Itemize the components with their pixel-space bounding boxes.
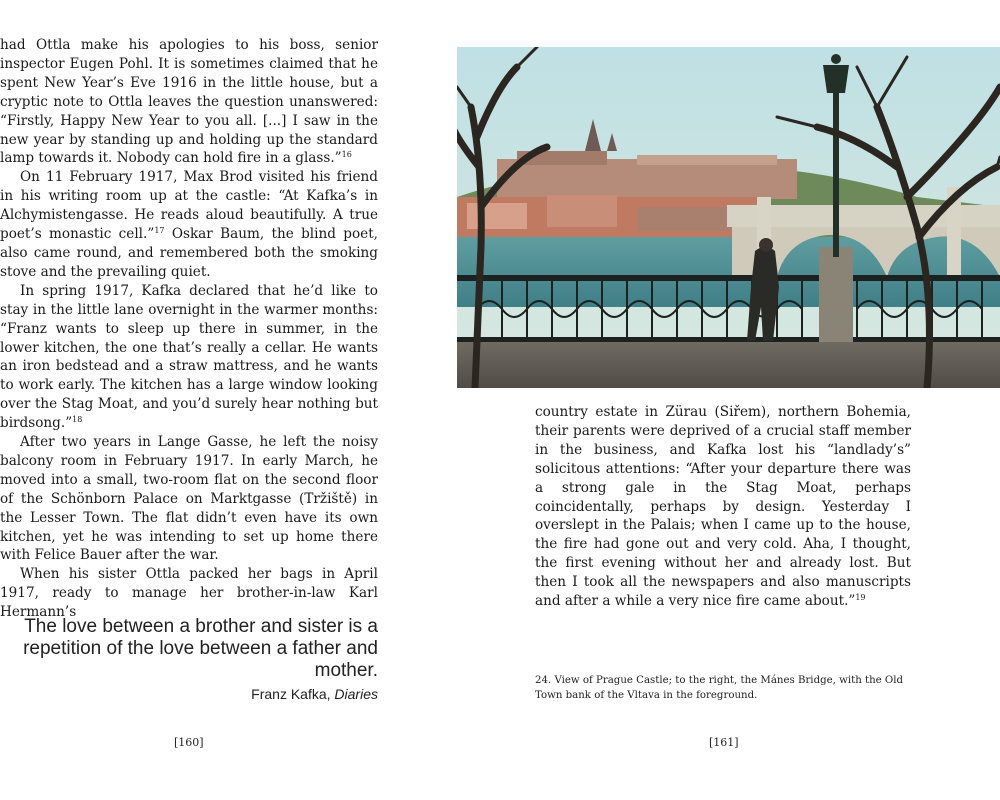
footnote-marker: 17 xyxy=(154,226,165,236)
footnote-marker: 19 xyxy=(855,593,866,603)
photo-caption: 24. View of Prague Castle; to the right, the Mánes Bridge, with the Old Town bank of the Vltava in the foreground. xyxy=(535,675,904,701)
paragraph: On 11 February 1917, Max Brod visited his friend in his writing room up at the castle: “At Kafka’s in Alchymistengasse. He reads aloud beautifully. A true poet’s monastic cell.”$^{17}$ Oskar Baum, the blind poet, also came round, and remembered both the smoking stove and the prevailing quiet. xyxy=(0,169,378,280)
paragraph: After two years in Lange Gasse, he left the noisy balcony room in February 1917. In early March, he moved into a small, two-room flat on the second floor of the Schönborn Palace on Marktgasse (Tržiště) in the Lesser Town. The flat didn’t even have its own kitchen, yet he was intending to set up home there with Felice Bauer after the war. xyxy=(0,434,378,564)
quote-source: Diaries xyxy=(334,686,378,702)
quote-author: Franz Kafka, xyxy=(251,686,331,702)
right-page-body xyxy=(535,403,911,611)
left-page-body xyxy=(0,36,378,622)
pull-quote: The love between a brother and sister is a repetition of the love between a father and mother. xyxy=(23,616,378,681)
paragraph: When his sister Ottla packed her bags in April 1917, ready to manage her brother-in-law Karl Hermann’s xyxy=(0,566,378,621)
page-number-right: [161] xyxy=(709,736,739,749)
footnote-marker: 18 xyxy=(72,415,83,425)
paragraph: country estate in Zürau (Siřem), northern Bohemia, their parents were deprived of a crucial staff member in the business, and Kafka lost his “landlady’s” solicitous attentions: “After your departure there was a strong gale in the Stag Moat, perhaps coincidentally, perhaps by design. Yesterday I overslept in the Palais; when I came up to the house, the fire had gone out and very cold. Aha, I thought, the first evening without her and already lost. But then I took all the newspapers and also manuscripts and after a while a very nice fire came about.”$^{19}$ xyxy=(535,404,911,610)
paragraph: had Ottla make his apologies to his boss, senior inspector Eugen Pohl. It is sometimes claimed that he spent New Year’s Eve 1916 in the little house, but a cryptic note to Ottla leaves the question unanswered: “Firstly, Happy New Year to you all. [...] I saw in the new year by standing up and holding up the standard lamp towards it. Nobody can hold fire in a glass.”$^{16}$ xyxy=(0,37,378,167)
paragraph: In spring 1917, Kafka declared that he’d like to stay in the little lane overnight in the warmer months: “Franz wants to sleep up there in summer, in the lower kitchen, the one that’s really a cellar. He wants an iron bedstead and a straw mattress, and he wants to work early. The kitchen has a large window looking over the Stag Moat, and you’d surely hear nothing but birdsong.”$^{18}$ xyxy=(0,282,378,432)
quote-attribution xyxy=(251,686,378,702)
page-number-left: [160] xyxy=(174,736,204,749)
footnote-marker: 16 xyxy=(341,150,352,160)
prague-castle-photo xyxy=(457,47,1000,388)
